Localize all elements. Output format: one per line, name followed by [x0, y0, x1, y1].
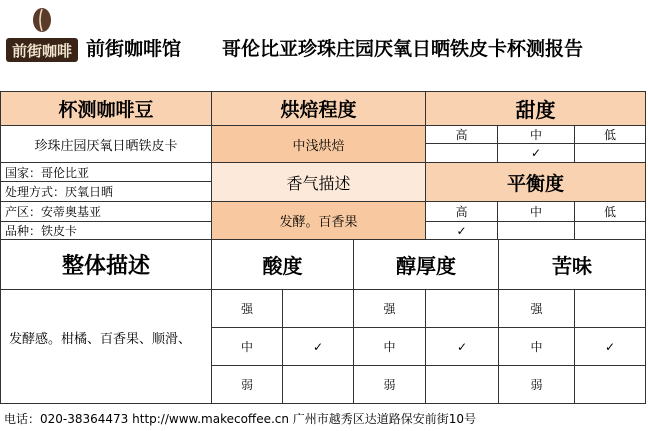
- info-country: 国家：哥伦比亚: [1, 163, 212, 182]
- bitter-medium-check: ✓: [575, 328, 645, 366]
- header-balance: 平衡度: [426, 163, 645, 202]
- bitter-strong: 强: [499, 290, 575, 328]
- roast-value: 中浅烘焙: [212, 126, 426, 163]
- bitter-weak: 弱: [499, 366, 575, 403]
- balance-mid: 中: [498, 202, 575, 222]
- brand-name: 前街咖啡馆: [86, 38, 182, 60]
- info-variety: 品种：铁皮卡: [1, 222, 212, 240]
- header-bitterness: 苦味: [499, 240, 645, 290]
- body-weak: 弱: [354, 366, 426, 403]
- overall-description: [1, 290, 212, 403]
- bitter-strong-check: [575, 290, 645, 328]
- acidity-strong: 强: [212, 290, 283, 328]
- sweet-high-check: [426, 144, 498, 163]
- bean-name: 珍珠庄园厌氧日晒铁皮卡: [1, 126, 212, 163]
- overall-text: 发酵感。柑橘、百香果、顺滑、: [9, 332, 192, 347]
- body-medium: 中: [354, 328, 426, 366]
- sweet-mid-check: ✓: [498, 144, 575, 163]
- header-overall: 整体描述: [1, 240, 212, 290]
- body-medium-check: ✓: [426, 328, 499, 366]
- balance-low-check: [575, 222, 645, 240]
- header-aroma: 香气描述: [212, 163, 426, 202]
- header-sweetness: 甜度: [426, 92, 645, 126]
- sweet-low: 低: [575, 126, 645, 144]
- acidity-strong-check: [283, 290, 354, 328]
- acidity-medium-check: ✓: [283, 328, 354, 366]
- acidity-weak: 弱: [212, 366, 283, 403]
- info-region: 产区：安蒂奥基亚: [1, 202, 212, 222]
- header-bean: 杯测咖啡豆: [1, 92, 212, 126]
- header-acidity: 酸度: [212, 240, 354, 290]
- sweet-high: 高: [426, 126, 498, 144]
- info-process: 处理方式：厌氧日晒: [1, 182, 212, 202]
- balance-high: 高: [426, 202, 498, 222]
- bitter-weak-check: [575, 366, 645, 403]
- report-title: 哥伦比亚珍珠庄园厌氧日晒铁皮卡杯测报告: [222, 38, 584, 60]
- sweet-mid: 中: [498, 126, 575, 144]
- balance-low: 低: [575, 202, 645, 222]
- body-strong-check: [426, 290, 499, 328]
- header-body: 醇厚度: [354, 240, 499, 290]
- logo: [4, 4, 80, 64]
- sweet-low-check: [575, 144, 645, 163]
- bitter-medium: 中: [499, 328, 575, 366]
- body-strong: 强: [354, 290, 426, 328]
- balance-mid-check: [498, 222, 575, 240]
- balance-high-check: ✓: [426, 222, 498, 240]
- aroma-value: 发酵。百香果: [212, 202, 426, 240]
- acidity-weak-check: [283, 366, 354, 403]
- header-roast: 烘焙程度: [212, 92, 426, 126]
- acidity-medium: 中: [212, 328, 283, 366]
- footer-contact: 电话：020-38364473 http://www.makecoffee.cn 广州市越秀区达道路保安前街10号: [4, 412, 477, 426]
- body-weak-check: [426, 366, 499, 403]
- logo-text: 前街咖啡: [11, 41, 72, 60]
